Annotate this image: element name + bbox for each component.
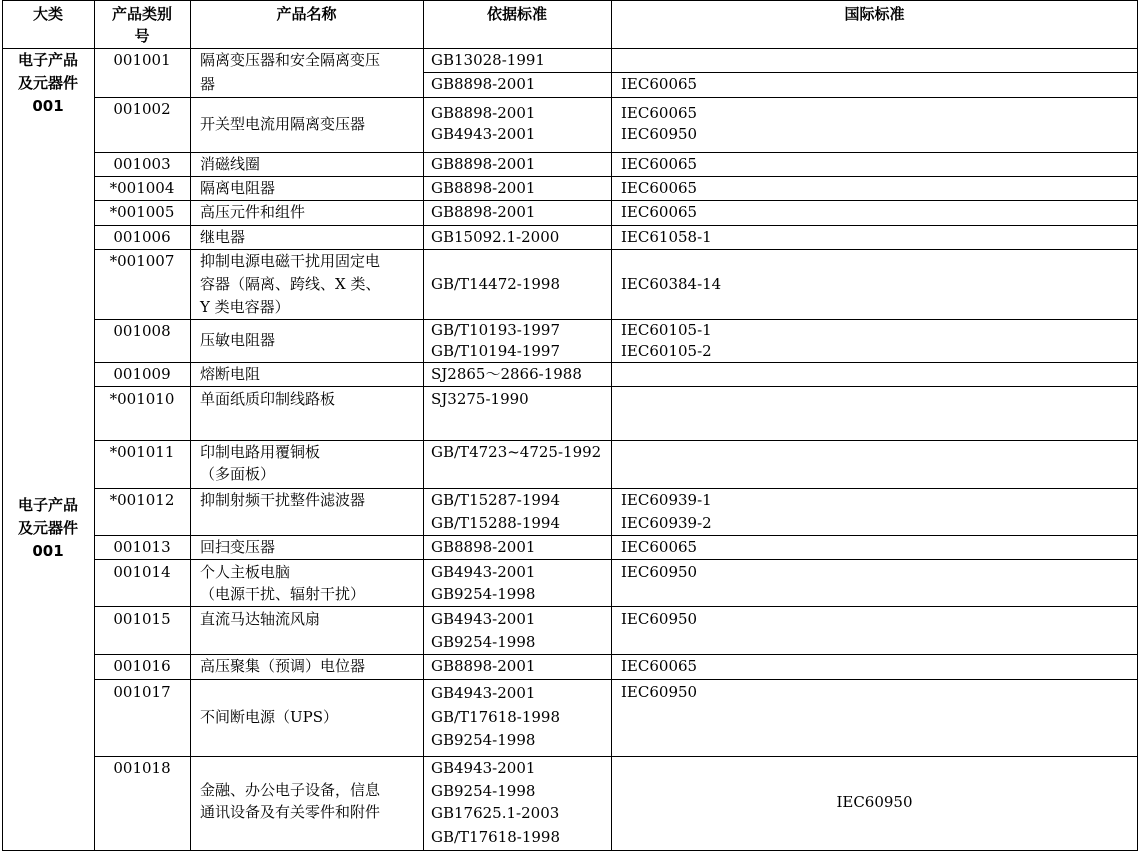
type-code: 001014 [113, 563, 171, 581]
category-line: 电子产品 [17, 496, 78, 514]
row-divider [94, 606, 1138, 607]
type-code: 001002 [113, 100, 171, 118]
product-name: 抑制电源电磁干扰用固定电 [200, 252, 381, 270]
header-intl-standard: 国际标准 [844, 5, 905, 23]
product-name: 金融、办公电子设备，信息 [200, 781, 381, 799]
basis-standard: GB/T10193-1997 [431, 321, 561, 339]
type-code: 001013 [113, 538, 171, 556]
intl-standard: IEC60384-14 [621, 275, 722, 293]
column-divider [190, 0, 191, 850]
standards-table [2, 0, 1138, 850]
category-code: 001 [32, 97, 64, 115]
product-name: 消磁线圈 [200, 155, 261, 173]
basis-standard: GB/T14472-1998 [431, 275, 561, 293]
header-product-name: 产品名称 [276, 5, 337, 23]
type-code: 001006 [113, 228, 171, 246]
intl-standard: IEC61058-1 [621, 228, 712, 246]
category-line: 及元器件 [17, 519, 78, 537]
type-code: 001016 [113, 657, 171, 675]
product-name: 通讯设备及有关零件和附件 [200, 803, 381, 821]
table-border-top [2, 0, 1138, 1]
intl-standard: IEC60950 [621, 683, 698, 701]
row-divider [94, 225, 1138, 226]
basis-standard: GB/T15287-1994 [431, 491, 561, 509]
basis-standard: GB9254-1998 [431, 585, 536, 603]
intl-standard: IEC60065 [621, 538, 698, 556]
category-line: 及元器件 [17, 74, 78, 92]
type-code: 001018 [113, 759, 171, 777]
row-divider [94, 386, 1138, 387]
category-code: 001 [32, 542, 64, 560]
type-code: *001012 [109, 491, 175, 509]
basis-standard: GB4943-2001 [431, 563, 536, 581]
basis-standard: GB4943-2001 [431, 125, 536, 143]
column-divider [611, 0, 612, 850]
intl-standard: IEC60105-2 [621, 342, 712, 360]
row-divider [94, 679, 1138, 680]
product-name: 隔离变压器和安全隔离变压 [200, 51, 381, 69]
type-code: 001008 [113, 322, 171, 340]
product-name: （电源干扰、辐射干扰） [200, 585, 366, 603]
product-name: 器 [200, 75, 216, 93]
product-name: 压敏电阻器 [200, 331, 276, 349]
basis-standard: SJ2865～2866-1988 [431, 365, 582, 383]
table-border-bottom [2, 850, 1138, 851]
basis-standard: GB8898-2001 [431, 203, 536, 221]
row-divider [94, 97, 1138, 98]
product-name: 个人主板电脑 [200, 563, 291, 581]
type-code: *001005 [109, 203, 175, 221]
basis-standard: GB8898-2001 [431, 155, 536, 173]
basis-standard: GB17625.1-2003 [431, 804, 560, 822]
table-border-right [1137, 0, 1138, 850]
basis-standard: GB8898-2001 [431, 179, 536, 197]
category-label [2, 49, 94, 118]
product-name: 熔断电阻 [200, 365, 261, 383]
row-divider [94, 319, 1138, 320]
basis-standard: SJ3275-1990 [431, 390, 529, 408]
basis-standard: GB9254-1998 [431, 731, 536, 749]
intl-standard: IEC60065 [621, 155, 698, 173]
product-name: 高压聚集（预调）电位器 [200, 657, 366, 675]
intl-standard: IEC60950 [621, 125, 698, 143]
basis-standard: GB/T4723~4725-1992 [431, 443, 602, 461]
header-type-code [94, 3, 190, 47]
intl-standard: IEC60950 [621, 563, 698, 581]
basis-standard: GB8898-2001 [431, 75, 536, 93]
intl-standard: IEC60939-1 [621, 491, 712, 509]
product-name: 继电器 [200, 228, 246, 246]
category-label [2, 494, 94, 563]
product-name: 单面纸质印制线路板 [200, 390, 336, 408]
basis-standard: GB13028-1991 [431, 51, 545, 69]
intl-standard: IEC60065 [621, 179, 698, 197]
category-line: 电子产品 [17, 51, 78, 69]
basis-standard: GB8898-2001 [431, 104, 536, 122]
intl-standard: IEC60950 [621, 610, 698, 628]
product-name: 直流马达轴流风扇 [200, 610, 321, 628]
product-name: 抑制射频干扰整件滤波器 [200, 491, 366, 509]
product-name: 开关型电流用隔离变压器 [200, 115, 366, 133]
row-divider [94, 559, 1138, 560]
type-code: 001017 [113, 683, 171, 701]
intl-standard: IEC60065 [621, 657, 698, 675]
basis-standard: GB8898-2001 [431, 538, 536, 556]
intl-standard: IEC60065 [621, 104, 698, 122]
type-code: 001015 [113, 610, 171, 628]
basis-standard: GB/T17618-1998 [431, 708, 561, 726]
column-divider [94, 0, 95, 850]
product-name: 印制电路用覆铜板 [200, 443, 321, 461]
type-code: *001004 [109, 179, 175, 197]
intl-standard: IEC60065 [621, 75, 698, 93]
product-name: （多面板） [200, 465, 276, 483]
product-name: 回扫变压器 [200, 538, 276, 556]
type-code: 001001 [113, 51, 171, 69]
table-border-left [2, 0, 3, 850]
basis-standard: GB/T17618-1998 [431, 828, 561, 846]
product-name: 不间断电源（UPS） [200, 708, 339, 726]
row-divider [94, 756, 1138, 757]
basis-standard: GB4943-2001 [431, 610, 536, 628]
product-name: 隔离电阻器 [200, 179, 276, 197]
basis-standard: GB4943-2001 [431, 759, 536, 777]
intl-standard: IEC60105-1 [621, 321, 712, 339]
header-type-code-line1: 产品类别 [111, 5, 172, 23]
type-code: *001007 [109, 252, 175, 270]
column-divider [423, 0, 424, 850]
intl-standard: IEC60065 [621, 203, 698, 221]
basis-standard: GB9254-1998 [431, 782, 536, 800]
intl-standard: IEC60950 [836, 793, 913, 811]
basis-standard: GB8898-2001 [431, 657, 536, 675]
header-category: 大类 [32, 5, 63, 23]
intl-standard: IEC60939-2 [621, 514, 712, 532]
basis-standard: GB9254-1998 [431, 633, 536, 651]
header-type-code-line2: 号 [134, 27, 150, 45]
type-code: *001010 [109, 390, 175, 408]
basis-standard: GB/T15288-1994 [431, 514, 561, 532]
type-code: 001003 [113, 155, 171, 173]
type-code: 001009 [113, 365, 171, 383]
product-name: 高压元件和组件 [200, 203, 306, 221]
basis-standard: GB/T10194-1997 [431, 342, 561, 360]
basis-standard: GB15092.1-2000 [431, 228, 560, 246]
product-name: Y 类电容器） [200, 298, 290, 316]
product-name: 容器（隔离、跨线、X 类、 [200, 275, 381, 293]
header-basis-standard: 依据标准 [486, 5, 547, 23]
type-code: *001011 [109, 443, 175, 461]
basis-standard: GB4943-2001 [431, 684, 536, 702]
